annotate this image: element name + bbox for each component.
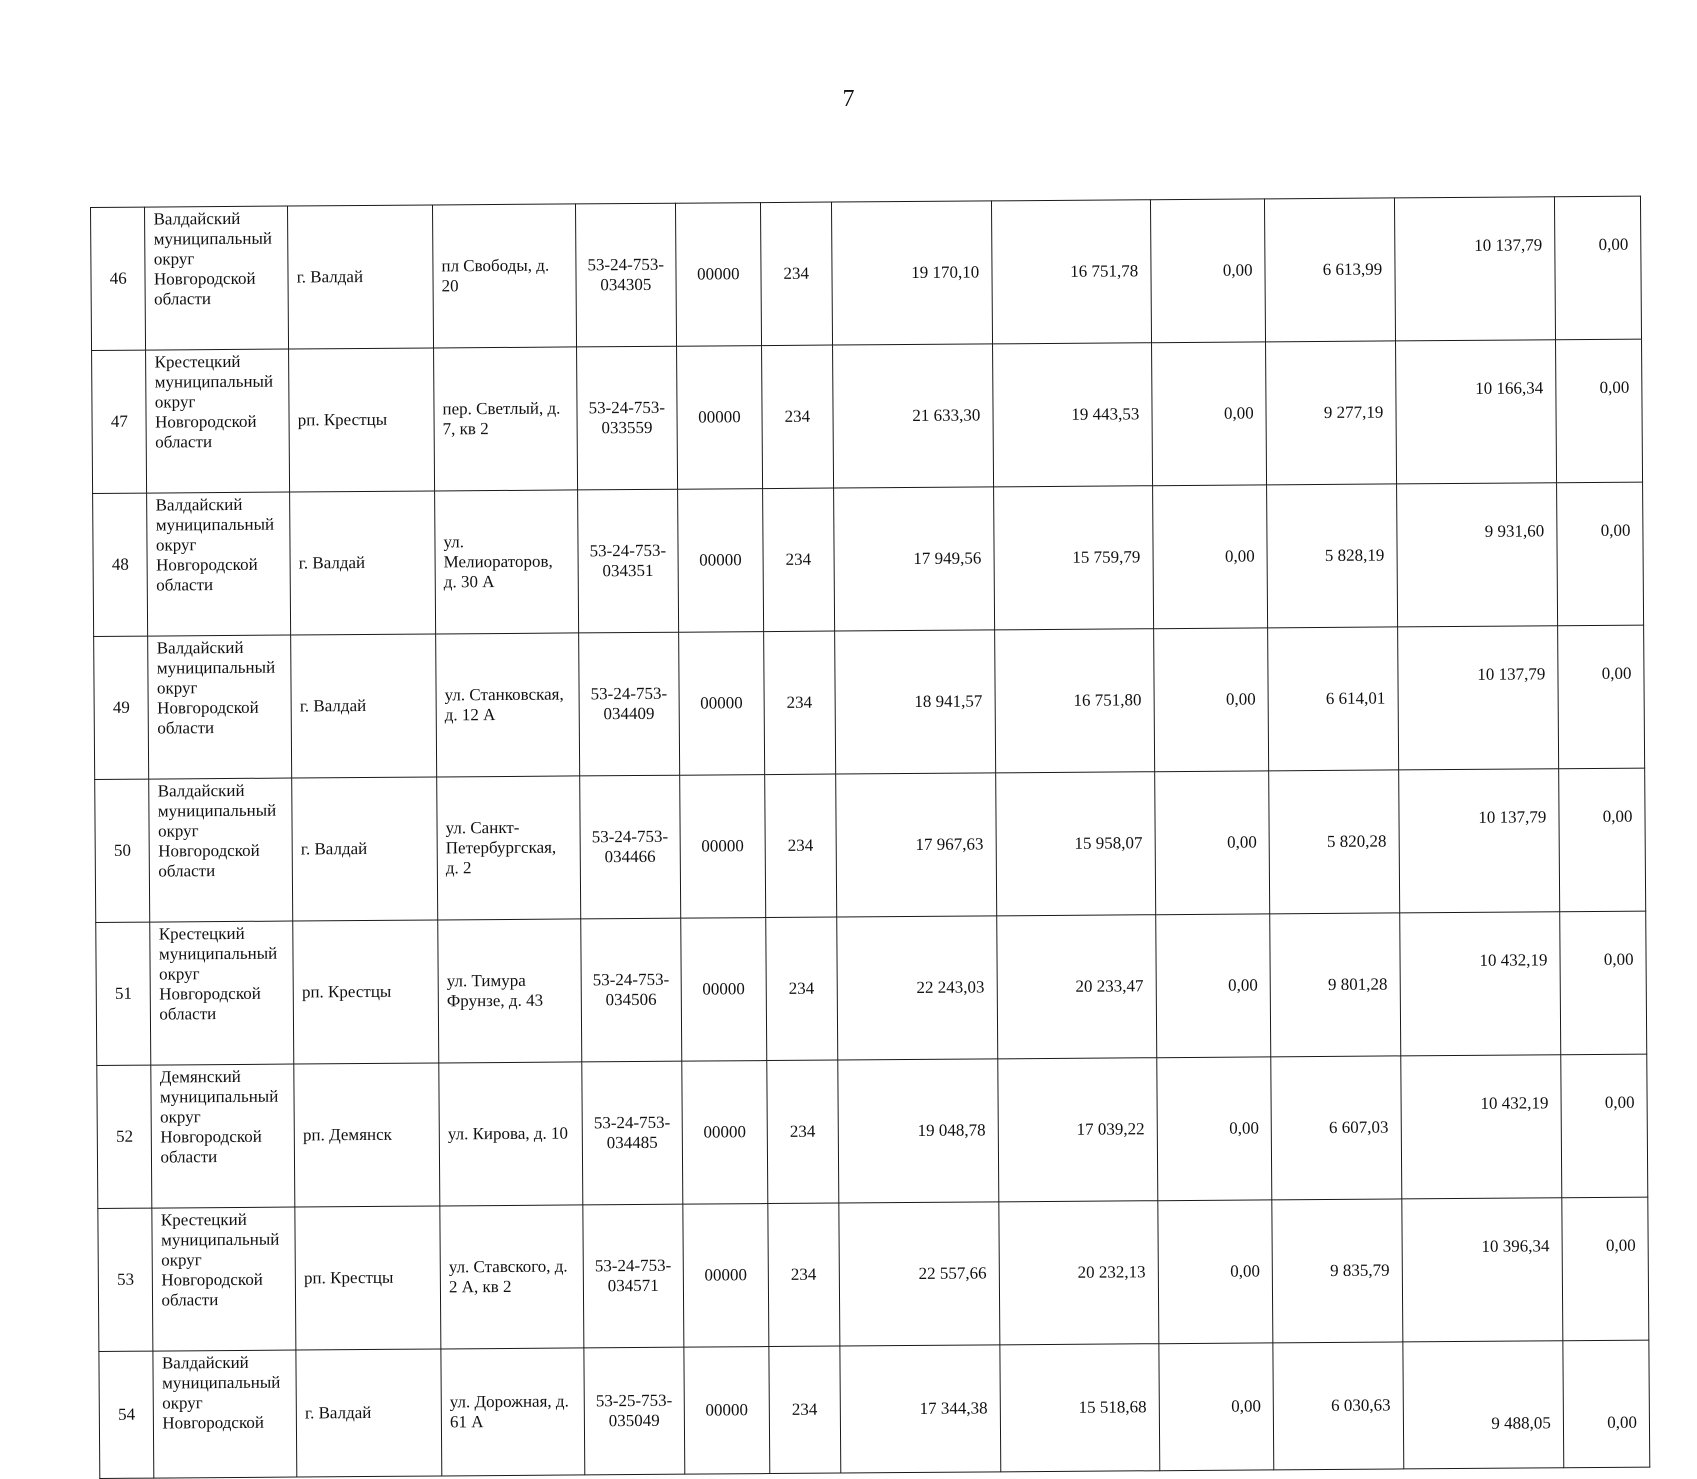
amount-3-cell: 0,00 <box>1155 914 1270 1058</box>
row-number: 52 <box>97 1065 152 1208</box>
amount-3-cell: 0,00 <box>1158 1200 1273 1344</box>
locality-cell: г. Валдай <box>288 205 434 349</box>
municipality-cell: Крестецкий муниципальный округ Новгородской области <box>150 921 294 1065</box>
territory-code-cell: 53-24-753-034351 <box>577 489 678 633</box>
amount-4-cell: 5 820,28 <box>1269 770 1400 914</box>
locality-cell: рп. Крестцы <box>295 1206 441 1350</box>
amount-2-cell: 20 232,13 <box>999 1201 1159 1345</box>
row-number: 46 <box>91 207 146 350</box>
amount-3-cell: 0,00 <box>1150 199 1265 343</box>
amount-1-cell: 19 048,78 <box>837 1059 998 1203</box>
row-number: 53 <box>98 1208 153 1351</box>
address-cell: ул. Дорожная, д. 61 А <box>441 1348 585 1476</box>
row-number: 50 <box>95 779 150 922</box>
amount-2-cell: 15 759,79 <box>993 486 1153 630</box>
locality-cell: рп. Крестцы <box>293 920 439 1064</box>
code-00000-cell: 00000 <box>679 632 765 776</box>
code-234-cell: 234 <box>769 1346 841 1474</box>
municipality-cell: Валдайский муниципальный округ Новгородской <box>153 1350 297 1478</box>
amount-1-cell: 22 243,03 <box>836 916 997 1060</box>
amount-5-cell: 10 137,79 <box>1394 197 1555 341</box>
amount-6-cell: 0,00 <box>1561 1054 1648 1198</box>
table-row <box>96 911 1647 1065</box>
code-00000-cell: 00000 <box>675 203 761 347</box>
amount-3-cell: 0,00 <box>1152 485 1267 629</box>
code-00000-cell: 00000 <box>677 489 763 633</box>
amount-5-cell: 10 137,79 <box>1398 769 1559 913</box>
code-00000-cell: 00000 <box>684 1347 770 1475</box>
amount-5-cell: 10 432,19 <box>1400 1055 1561 1199</box>
row-number: 47 <box>92 350 147 493</box>
territory-code-cell: 53-25-753-035049 <box>584 1347 685 1475</box>
amount-6-cell: 0,00 <box>1557 625 1644 769</box>
address-cell: ул. Мелиораторов, д. 30 А <box>435 490 579 634</box>
amount-4-cell: 9 835,79 <box>1272 1199 1403 1343</box>
code-00000-cell: 00000 <box>681 918 767 1062</box>
table-row <box>97 1054 1648 1208</box>
municipality-cell: Валдайский муниципальный округ Новгородской области <box>148 635 292 779</box>
amount-6-cell: 0,00 <box>1555 339 1642 483</box>
code-00000-cell: 00000 <box>683 1204 769 1348</box>
amount-1-cell: 17 967,63 <box>835 773 996 917</box>
territory-code-cell: 53-24-753-034305 <box>575 203 676 347</box>
code-234-cell: 234 <box>768 1203 840 1347</box>
amount-1-cell: 22 557,66 <box>838 1202 999 1346</box>
address-cell: пл Свободы, д. 20 <box>432 204 576 348</box>
amount-4-cell: 6 614,01 <box>1268 627 1399 771</box>
territory-code-cell: 53-24-753-034409 <box>578 632 679 776</box>
row-number: 49 <box>94 636 149 779</box>
amount-1-cell: 18 941,57 <box>834 630 995 774</box>
row-number: 51 <box>96 922 151 1065</box>
table-row <box>95 768 1646 922</box>
address-cell: ул. Санкт-Петербургская, д. 2 <box>437 776 581 920</box>
territory-code-cell: 53-24-753-034466 <box>579 775 680 919</box>
amount-2-cell: 16 751,80 <box>994 629 1154 773</box>
amount-4-cell: 9 277,19 <box>1266 341 1397 485</box>
locality-cell: рп. Крестцы <box>289 348 435 492</box>
code-234-cell: 234 <box>762 488 834 632</box>
code-234-cell: 234 <box>760 202 832 346</box>
address-cell: ул. Тимура Фрунзе, д. 43 <box>438 919 582 1063</box>
amount-2-cell: 15 518,68 <box>1000 1344 1160 1472</box>
code-00000-cell: 00000 <box>676 346 762 490</box>
code-00000-cell: 00000 <box>680 775 766 919</box>
amount-4-cell: 5 828,19 <box>1267 484 1398 628</box>
amount-1-cell: 19 170,10 <box>831 201 992 345</box>
code-234-cell: 234 <box>766 917 838 1061</box>
locality-cell: г. Валдай <box>291 634 437 778</box>
table-row <box>99 1340 1650 1478</box>
amount-2-cell: 19 443,53 <box>992 343 1152 487</box>
amount-2-cell: 16 751,78 <box>991 200 1151 344</box>
address-cell: ул. Станковская, д. 12 А <box>436 633 580 777</box>
amount-4-cell: 9 801,28 <box>1270 913 1401 1057</box>
table-row <box>98 1197 1649 1351</box>
municipality-cell: Демянский муниципальный округ Новгородской области <box>151 1064 295 1208</box>
locality-cell: г. Валдай <box>292 777 438 921</box>
amount-4-cell: 6 030,63 <box>1273 1342 1404 1470</box>
code-234-cell: 234 <box>765 774 837 918</box>
amount-5-cell: 10 166,34 <box>1395 340 1556 484</box>
address-cell: ул. Кирова, д. 10 <box>439 1062 583 1206</box>
address-cell: пер. Светлый, д. 7, кв 2 <box>434 347 578 491</box>
page-number: 7 <box>842 86 855 112</box>
amount-6-cell: 0,00 <box>1559 768 1646 912</box>
table-row <box>92 339 1643 493</box>
amount-3-cell: 0,00 <box>1159 1343 1274 1471</box>
municipality-cell: Валдайский муниципальный округ Новгородской области <box>145 206 289 350</box>
amount-1-cell: 21 633,30 <box>832 344 993 488</box>
amount-2-cell: 15 958,07 <box>995 772 1155 916</box>
amount-3-cell: 0,00 <box>1157 1057 1272 1201</box>
table-row <box>91 196 1642 350</box>
amount-6-cell: 0,00 <box>1556 482 1643 626</box>
municipality-cell: Валдайский муниципальный округ Новгородской области <box>147 492 291 636</box>
amount-3-cell: 0,00 <box>1151 342 1266 486</box>
territory-code-cell: 53-24-753-034506 <box>580 918 681 1062</box>
code-00000-cell: 00000 <box>682 1061 768 1205</box>
amount-4-cell: 6 613,99 <box>1265 198 1396 342</box>
row-number: 48 <box>93 493 148 636</box>
code-234-cell: 234 <box>763 631 835 775</box>
amount-6-cell: 0,00 <box>1560 911 1647 1055</box>
locality-cell: рп. Демянск <box>294 1063 440 1207</box>
amount-1-cell: 17 344,38 <box>840 1345 1001 1473</box>
table-row <box>93 482 1644 636</box>
document-sheet <box>90 196 1650 1479</box>
amount-5-cell: 10 137,79 <box>1397 626 1558 770</box>
row-number: 54 <box>99 1351 154 1478</box>
amount-3-cell: 0,00 <box>1153 628 1268 772</box>
data-table <box>90 196 1650 1479</box>
table-body <box>91 196 1650 1478</box>
amount-5-cell: 9 931,60 <box>1396 483 1557 627</box>
amount-2-cell: 17 039,22 <box>998 1058 1158 1202</box>
amount-5-cell: 9 488,05 <box>1403 1341 1564 1469</box>
municipality-cell: Крестецкий муниципальный округ Новгородской области <box>152 1207 296 1351</box>
amount-2-cell: 20 233,47 <box>996 915 1156 1059</box>
amount-5-cell: 10 396,34 <box>1402 1198 1563 1342</box>
table-row <box>94 625 1645 779</box>
amount-6-cell: 0,00 <box>1562 1197 1649 1341</box>
amount-6-cell: 0,00 <box>1554 196 1641 340</box>
address-cell: ул. Ставского, д. 2 А, кв 2 <box>440 1205 584 1349</box>
territory-code-cell: 53-24-753-033559 <box>576 346 677 490</box>
amount-6-cell: 0,00 <box>1563 1340 1650 1468</box>
locality-cell: г. Валдай <box>290 491 436 635</box>
territory-code-cell: 53-24-753-034571 <box>583 1204 684 1348</box>
amount-3-cell: 0,00 <box>1154 771 1269 915</box>
code-234-cell: 234 <box>761 345 833 489</box>
municipality-cell: Крестецкий муниципальный округ Новгородской области <box>146 349 290 493</box>
code-234-cell: 234 <box>767 1060 839 1204</box>
locality-cell: г. Валдай <box>296 1349 442 1477</box>
amount-1-cell: 17 949,56 <box>833 487 994 631</box>
territory-code-cell: 53-24-753-034485 <box>581 1061 682 1205</box>
amount-4-cell: 6 607,03 <box>1271 1056 1402 1200</box>
amount-5-cell: 10 432,19 <box>1399 912 1560 1056</box>
municipality-cell: Валдайский муниципальный округ Новгородской области <box>149 778 293 922</box>
